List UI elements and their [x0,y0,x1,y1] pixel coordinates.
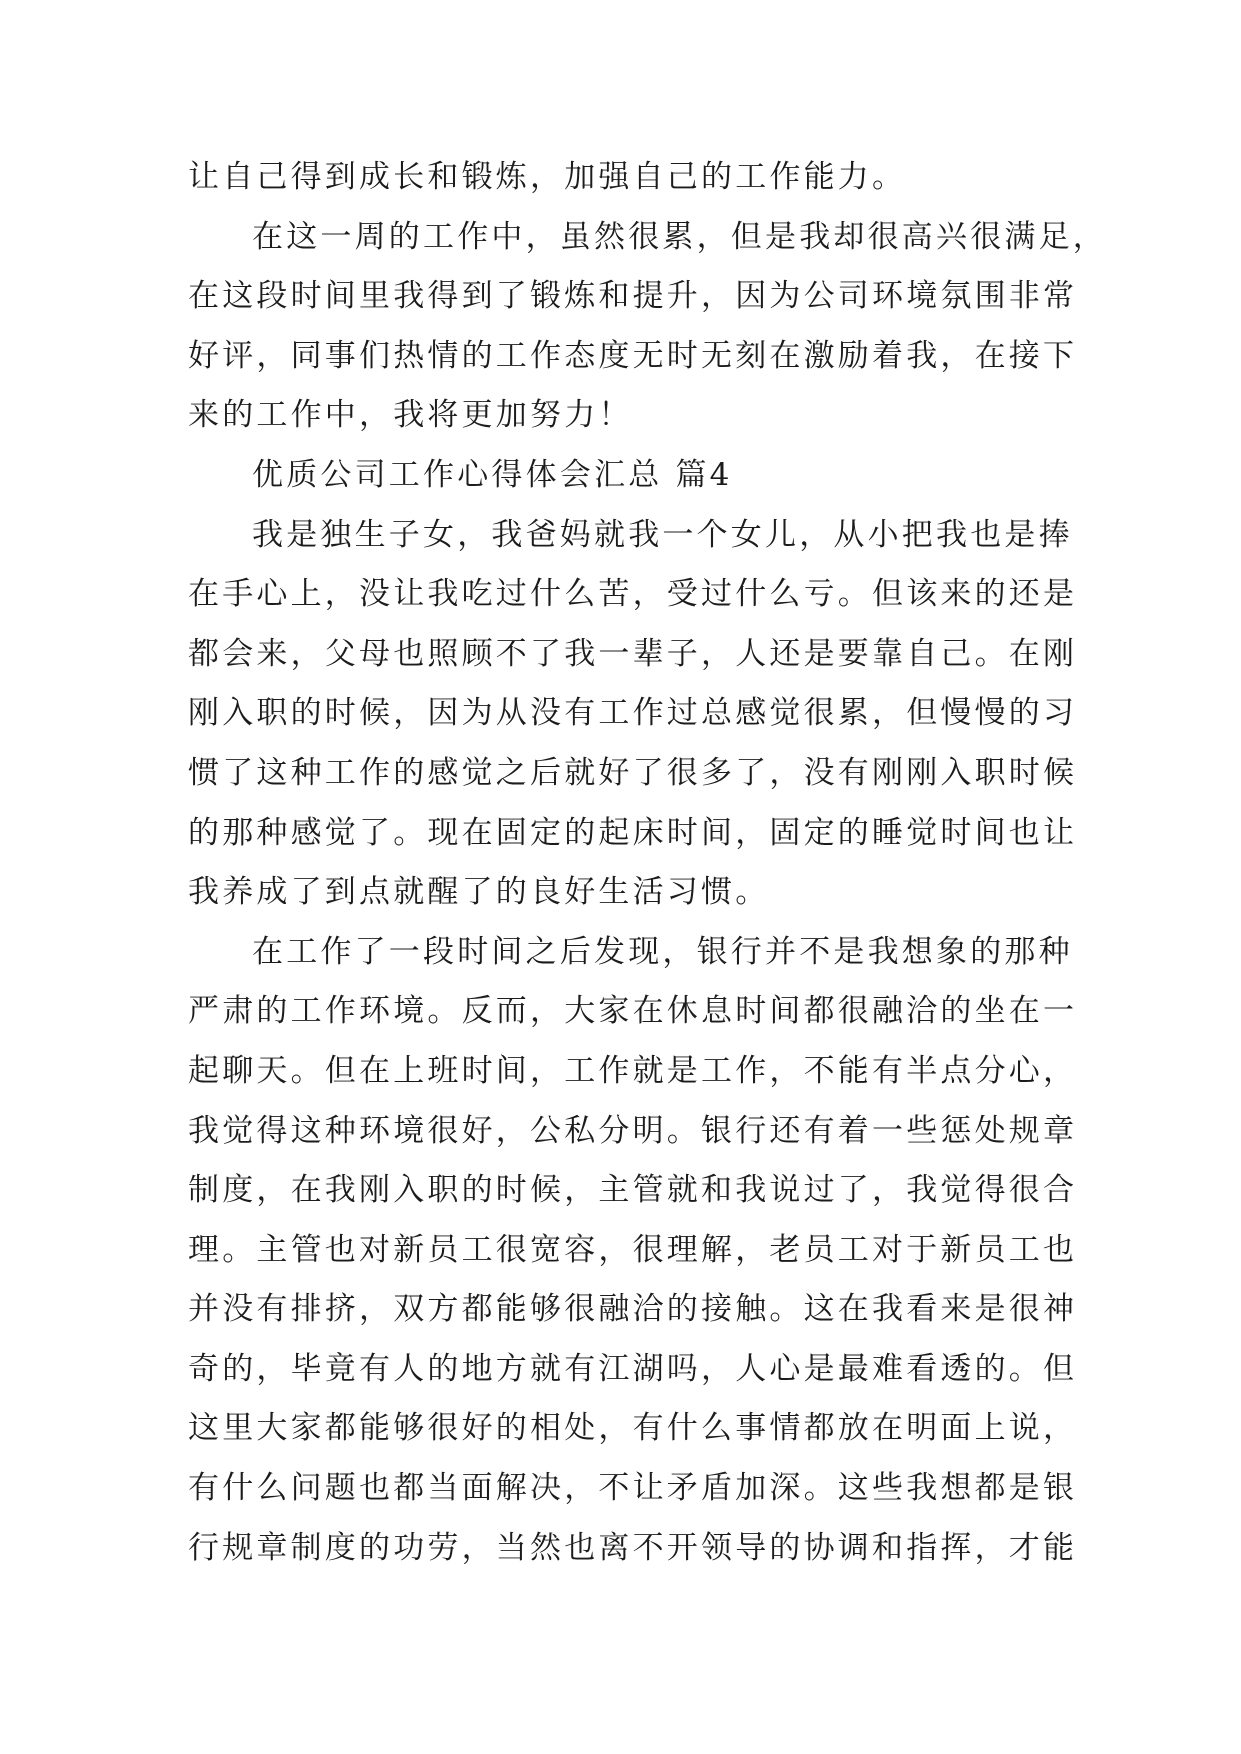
text-line: 的那种感觉了。现在固定的起床时间，固定的睡觉时间也让 [188,814,1078,851]
text-line: 在手心上，没让我吃过什么苦，受过什么亏。但该来的还是 [188,576,1078,613]
text-line: 奇的，毕竟有人的地方就有江湖吗，人心是最难看透的。但 [188,1350,1078,1387]
section-heading: 优质公司工作心得体会汇总 篇4 [252,456,733,493]
text-line: 好评，同事们热情的工作态度无时无刻在激励着我，在接下 [188,337,1078,374]
text-line: 有什么问题也都当面解决，不让矛盾加深。这些我想都是银 [188,1470,1078,1507]
text-line: 来的工作中，我将更加努力！ [188,397,633,434]
text-line: 这里大家都能够很好的相处，有什么事情都放在明面上说， [188,1410,1078,1447]
text-line: 在这段时间里我得到了锻炼和提升，因为公司环境氛围非常 [188,278,1078,315]
text-line: 理。主管也对新员工很宽容，很理解，老员工对于新员工也 [188,1231,1078,1268]
text-line: 在这一周的工作中，虽然很累，但是我却很高兴很满足， [252,218,1107,255]
text-line: 我是独生子女，我爸妈就我一个女儿，从小把我也是捧 [252,516,1073,553]
text-line: 都会来，父母也照顾不了我一辈子，人还是要靠自己。在刚 [188,635,1078,672]
document-body [188,148,1107,1578]
text-line: 在工作了一段时间之后发现，银行并不是我想象的那种 [252,933,1073,970]
text-line: 起聊天。但在上班时间，工作就是工作，不能有半点分心， [188,1052,1078,1089]
text-line: 制度，在我刚入职的时候，主管就和我说过了，我觉得很合 [188,1172,1078,1209]
text-line: 刚入职的时候，因为从没有工作过总感觉很累，但慢慢的习 [188,695,1078,732]
text-line: 让自己得到成长和锻炼，加强自己的工作能力。 [188,159,907,195]
text-line: 并没有排挤，双方都能够很融洽的接触。这在我看来是很神 [188,1291,1078,1328]
text-line: 我养成了到点就醒了的良好生活习惯。 [188,874,770,911]
text-line: 行规章制度的功劳，当然也离不开领导的协调和指挥，才能 [188,1529,1078,1566]
text-line: 惯了这种工作的感觉之后就好了很多了，没有刚刚入职时候 [188,754,1078,791]
text-line: 我觉得这种环境很好，公私分明。银行还有着一些惩处规章 [188,1112,1078,1149]
text-line: 严肃的工作环境。反而，大家在休息时间都很融洽的坐在一 [188,993,1078,1030]
